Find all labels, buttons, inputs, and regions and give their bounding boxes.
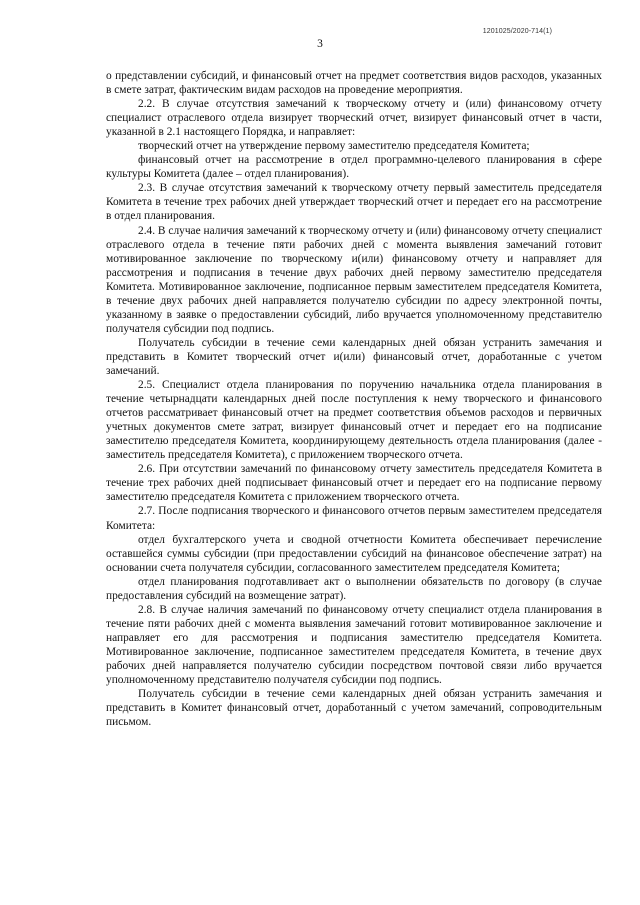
paragraph-final-corrections: Получатель субсидии в течение семи календарных дней обязан устранить замечания и представить в Комитет финансовый отчет, доработанный с учетом замечаний, сопроводительным письмом. — [106, 688, 602, 729]
page-number: 3 — [317, 38, 323, 50]
paragraph-accounting-department: отдел бухгалтерского учета и сводной отчетности Комитета обеспечивает перечисление оставшейся суммы субсидии (при предоставлении субсидий на финансовое обеспечение затрат) на основании счета получателя субсидии, согласованного заместителем председателя Комитета; — [106, 533, 602, 574]
paragraph-recipient-corrections: Получатель субсидии в течение семи календарных дней обязан устранить замечания и представить в Комитет творческий отчет и(или) финансовый отчет, доработанные с учетом замечаний. — [106, 336, 602, 377]
paragraph-financial-report: финансовый отчет на рассмотрение в отдел программно-целевого планирования в сфере культуры Комитета (далее – отдел планирования). — [106, 154, 602, 181]
paragraph-2-6: 2.6. При отсутствии замечаний по финансовому отчету заместитель председателя Комитета в течение трех рабочих дней подписывает финансовый отчет и передает его на подписание первому заместителю председателя Комитета с приложением творческого отчета. — [106, 463, 602, 504]
paragraph-planning-department: отдел планирования подготавливает акт о выполнении обязательств по договору (в случае предоставления субсидий на возмещение затрат). — [106, 575, 602, 602]
paragraph-2-7: 2.7. После подписания творческого и финансового отчетов первым заместителем председателя Комитета: — [106, 505, 602, 532]
paragraph-2-3: 2.3. В случае отсутствия замечаний к творческому отчету первый заместитель председателя Комитета в течение трех рабочих дней утверждает творческий отчет и передает его на рассмотрение в отдел планирования. — [106, 182, 602, 223]
paragraph-continuation: о представлении субсидий, и финансовый отчет на предмет соответствия видов расходов, указанных в смете затрат, фактическим видам расходов на проведение мероприятия. — [106, 70, 602, 97]
document-id: 1201025/2020-714(1) — [482, 28, 552, 35]
paragraph-2-8: 2.8. В случае наличия замечаний по финансовому отчету специалист отдела планирования в течение пяти рабочих дней с момента выявления замечаний готовит мотивированное заключение и направляет его для рассмотрения и подписания заместителю председателя Комитета. Мотивированное заключение, подписанное заместителем председателя Комитета, в течение двух рабочих дней направляется получателю субсидии посредством почтовой связи либо вручается уполномоченному представителю получателя субсидии под подпись. — [106, 603, 602, 687]
document-body — [106, 69, 602, 729]
paragraph-2-5: 2.5. Специалист отдела планирования по поручению начальника отдела планирования в течение четырнадцати календарных дней после поступления к нему творческого и финансового отчетов рассматривает финансовый отчет на предмет соответствия объемов расходов и первичных учетных документов смете затрат, визирует финансовый отчет и передает его на подписание заместителю председателя Комитета, координирующему деятельность отдела планирования (далее - заместитель председателя Комитета), с приложением творческого отчета. — [106, 379, 602, 462]
paragraph-creative-report: творческий отчет на утверждение первому заместителю председателя Комитета; — [138, 140, 530, 153]
paragraph-2-4: 2.4. В случае наличия замечаний к творческому отчету и (или) финансовому отчету специалист отраслевого отдела в течение пяти рабочих дней с момента выявления замечаний готовит мотивированное заключение по творческому и(или) финансовому отчету и направляет для рассмотрения и подписания в течение двух рабочих дней первому заместителю председателя Комитета. Мотивированное заключение, подписанное первым заместителем председателя Комитета, в течение двух рабочих дней направляется получателю субсидии по адресу электронной почты, указанному в заявке о предоставлении субсидий, либо вручается уполномоченному представителю получателя субсидии под подпись. — [106, 224, 602, 335]
paragraph-2-2: 2.2. В случае отсутствия замечаний к творческому отчету и (или) финансовому отчету специалист отраслевого отдела визирует творческий отчет, визирует финансовый отчет в части, указанной в 2.1 настоящего Порядка, и направляет: — [106, 98, 602, 139]
